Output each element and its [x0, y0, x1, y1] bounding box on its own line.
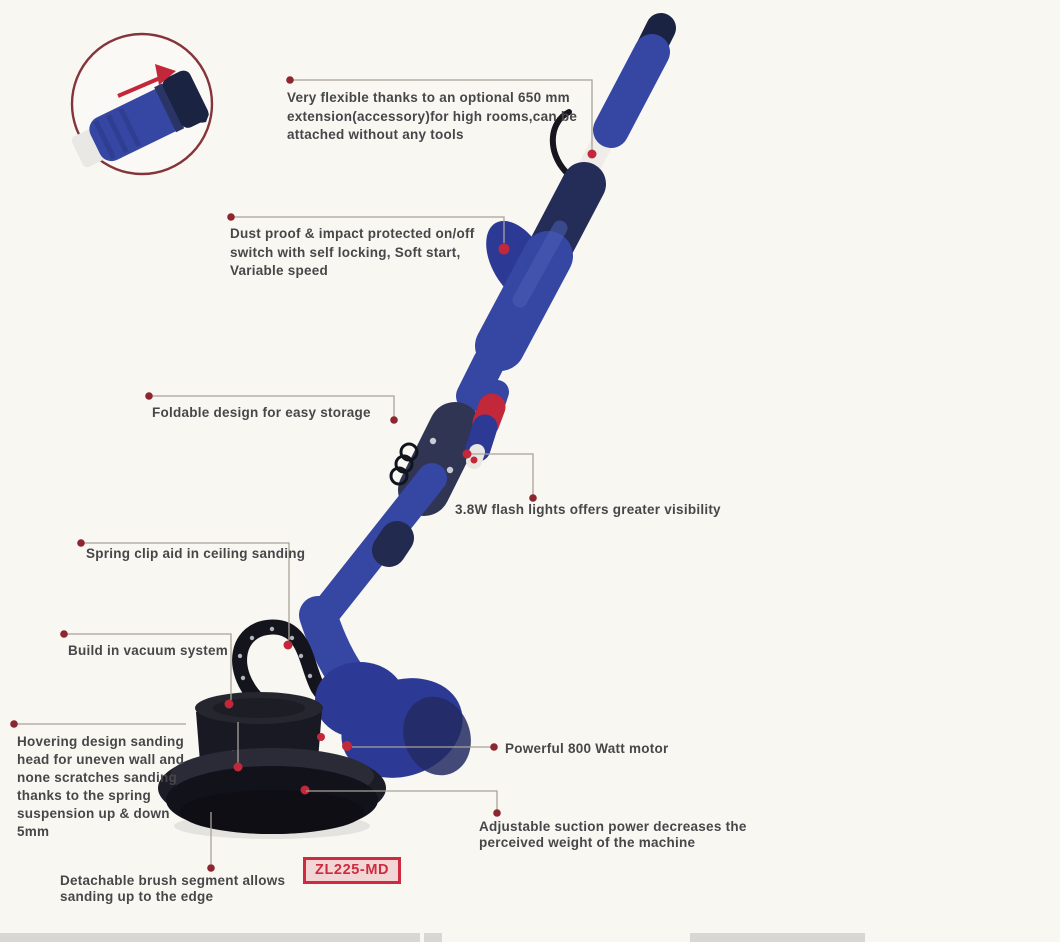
- power-switch-button: [499, 244, 510, 255]
- spring-clip: [284, 641, 293, 650]
- callout-flash-lights: [455, 501, 721, 520]
- switch-housing: [473, 184, 584, 346]
- upper-grip: [611, 52, 652, 130]
- callout-line: Hovering design sanding: [17, 734, 185, 749]
- callout-suction: [479, 819, 747, 851]
- model-badge: ZL225-MD: [303, 857, 401, 884]
- bottom-edge-bar: [0, 933, 420, 942]
- callout-spring-clip: [86, 545, 305, 564]
- sander-machine: [158, 28, 661, 839]
- red-marker: [317, 733, 325, 741]
- suction-marker: [301, 786, 310, 795]
- callout-line: 5mm: [17, 824, 50, 839]
- callout-line: Variable speed: [230, 263, 329, 278]
- callout-hovering: [17, 733, 184, 841]
- lamp-lens: [471, 457, 478, 464]
- callout-line: none scratches sanding: [17, 770, 178, 785]
- sanding-base-plate: [158, 748, 386, 839]
- callout-line: Foldable design for easy storage: [152, 405, 371, 420]
- callout-line: suspension up & down: [17, 806, 170, 821]
- callout-brush: [60, 873, 285, 905]
- callout-line: head for uneven wall and: [17, 752, 185, 767]
- callout-line: Adjustable suction power decreases the: [479, 819, 747, 834]
- bottom-edge-bar: [424, 933, 442, 942]
- callout-vacuum: [68, 642, 228, 661]
- callout-line: sanding up to the edge: [60, 889, 214, 904]
- callout-line: Dust proof & impact protected on/off: [230, 226, 475, 241]
- callout-line: Detachable brush segment allows: [60, 873, 286, 888]
- callout-line: extension(accessory)for high rooms,can be: [287, 108, 578, 124]
- callout-motor: [505, 740, 669, 759]
- callout-line: perceived weight of the machine: [479, 835, 696, 850]
- callout-foldable: [152, 404, 371, 423]
- callout-extension: [287, 89, 577, 145]
- callout-line: thanks to the spring: [17, 788, 152, 803]
- bottom-edge-bar: [690, 933, 865, 942]
- callout-line: Build in vacuum system: [68, 643, 229, 658]
- callout-line: attached without any tools: [287, 127, 464, 142]
- callout-line: switch with self locking, Soft start,: [230, 244, 461, 260]
- motor-marker: [342, 741, 352, 751]
- callout-line: Spring clip aid in ceiling sanding: [86, 546, 306, 561]
- callout-line: 3.8W flash lights offers greater visibility: [455, 502, 721, 517]
- detail-inset-circle: [65, 34, 212, 177]
- callout-line: Powerful 800 Watt motor: [505, 741, 669, 756]
- callout-switch: [230, 225, 475, 281]
- callout-line: Very flexible thanks to an optional 650 mm: [287, 90, 570, 105]
